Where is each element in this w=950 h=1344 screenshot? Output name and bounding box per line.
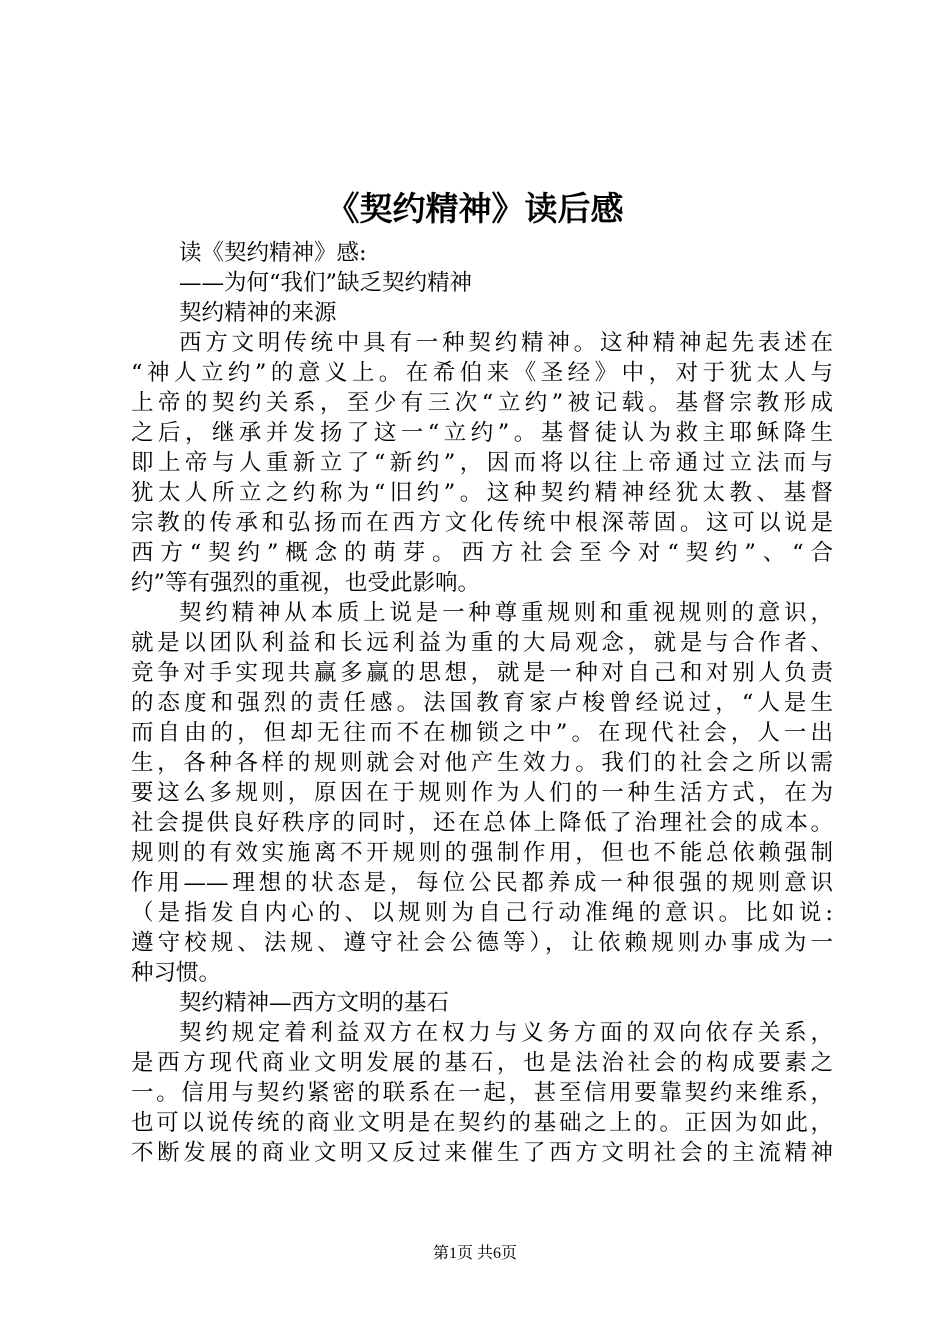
text-line: 就是以团队利益和长远利益为重的大局观念，就是与合作者、 xyxy=(131,630,833,656)
text-line: 不断发展的商业文明又反过来催生了西方文明社会的主流精神 xyxy=(131,1140,833,1166)
section-heading: 契约精神的来源 xyxy=(179,300,337,326)
text-line: 作用——理想的状态是，每位公民都养成一种很强的规则意识 xyxy=(131,870,833,896)
document-title: 《契约精神》读后感 xyxy=(326,189,624,228)
text-line: 西方“契约”概念的萌芽。西方社会至今对“契约”、“合 xyxy=(131,540,833,566)
text-line: 契约精神从本质上说是一种尊重规则和重视规则的意识， xyxy=(179,600,833,626)
text-line: 宗教的传承和弘扬而在西方文化传统中根深蒂固。这可以说是 xyxy=(131,510,833,536)
text-line: 社会提供良好秩序的同时，还在总体上降低了治理社会的成本。 xyxy=(131,810,833,836)
text-line: 犹太人所立之约称为“旧约”。这种契约精神经犹太教、基督 xyxy=(131,480,833,506)
text-line: 竞争对手实现共赢多赢的思想，就是一种对自己和对别人负责 xyxy=(131,660,833,686)
text-line: 规则的有效实施离不开规则的强制作用，但也不能总依赖强制 xyxy=(131,840,833,866)
text-line: 上帝的契约关系，至少有三次“立约”被记载。基督宗教形成 xyxy=(131,390,833,416)
text-line: 的态度和强烈的责任感。法国教育家卢梭曾经说过，“人是生 xyxy=(131,690,833,716)
text-line: 即上帝与人重新立了“新约”，因而将以往上帝通过立法而与 xyxy=(131,450,833,476)
text-line: 生，各种各样的规则就会对他产生效力。我们的社会之所以需 xyxy=(131,750,833,776)
text-line: 种习惯。 xyxy=(131,960,222,986)
text-line: 读《契约精神》感: xyxy=(179,240,367,266)
page-number: 第1页 共6页 xyxy=(432,1245,517,1262)
text-line: （是指发自内心的、以规则为自己行动准绳的意识。比如说: xyxy=(131,900,833,926)
document-body xyxy=(131,238,833,1168)
section-heading: 契约精神—西方文明的基石 xyxy=(179,990,450,1016)
text-line: 是西方现代商业文明发展的基石，也是法治社会的构成要素之 xyxy=(131,1050,833,1076)
text-line: ——为何“我们”缺乏契约精神 xyxy=(179,270,473,296)
text-line: 约”等有强烈的重视，也受此影响。 xyxy=(131,570,481,596)
text-line: 契约规定着利益双方在权力与义务方面的双向依存关系， xyxy=(179,1020,833,1046)
text-line: 也可以说传统的商业文明是在契约的基础之上的。正因为如此， xyxy=(131,1110,833,1136)
text-line: 一。信用与契约紧密的联系在一起，甚至信用要靠契约来维系， xyxy=(131,1080,833,1106)
text-line: 之后，继承并发扬了这一“立约”。基督徒认为救主耶稣降生 xyxy=(131,420,833,446)
text-line: 西方文明传统中具有一种契约精神。这种精神起先表述在 xyxy=(179,330,833,356)
text-line: “神人立约”的意义上。在希伯来《圣经》中，对于犹太人与 xyxy=(131,360,833,386)
text-line: 要这么多规则，原因在于规则作为人们的一种生活方式，在为 xyxy=(131,780,833,806)
text-line: 遵守校规、法规、遵守社会公德等），让依赖规则办事成为一 xyxy=(131,930,833,956)
text-line: 而自由的，但却无往而不在枷锁之中”。在现代社会，人一出 xyxy=(131,720,833,746)
